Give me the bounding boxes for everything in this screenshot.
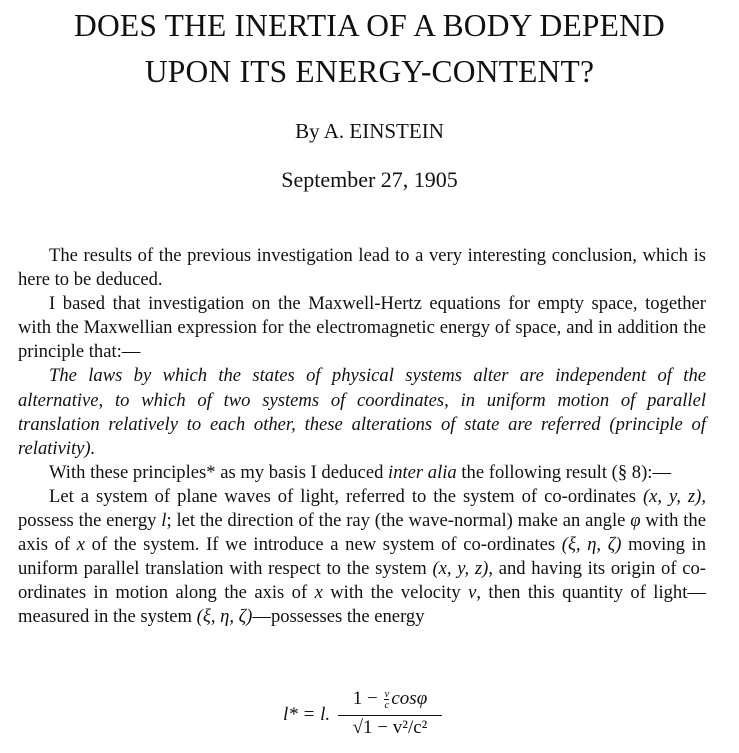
p5-text: , then this quantity of light—measured in the system [18, 582, 706, 628]
body-text [18, 244, 706, 630]
math-phi: φ [630, 510, 641, 532]
paragraph-2: I based that investigation on the Maxwell-Hertz equations for empty space, together with the Maxwellian expression for the electromagnetic energy of space, and in addition the principle that:— [18, 293, 706, 363]
paper-title-line-2: UPON ITS ENERGY-CONTENT? [144, 54, 595, 89]
author-byline: By A. EINSTEIN [295, 119, 444, 143]
numerator-cos-phi: cosφ [391, 688, 428, 709]
math-xi-eta-zeta: (ξ, η, ζ) [561, 534, 622, 556]
math-xi-eta-zeta: (ξ, η, ζ) [196, 606, 253, 628]
paragraph-principle [18, 364, 706, 460]
publication-date: September 27, 1905 [281, 167, 458, 192]
p4-inter-alia: inter alia [388, 461, 457, 483]
p5-text: with the velocity [322, 582, 469, 604]
p5-text: , possess the energy [18, 485, 706, 532]
math-v: v [468, 582, 477, 604]
equation-denominator: √1 − v²/c² [352, 717, 428, 738]
p5-text: Let a system of plane waves of light, referred to the system of co-ordinates [49, 485, 643, 507]
p5-text: of the system. If we introduce a new system of co-ordinates [85, 534, 562, 556]
p5-text: with the axis of [18, 510, 706, 556]
paper-title-line-1: DOES THE INERTIA OF A BODY DEPEND [74, 8, 665, 43]
math-x: x [76, 534, 85, 556]
p5-text: , and having its origin of co-ordinates in motion along the axis of [18, 558, 706, 604]
paragraph-4 [18, 461, 706, 485]
numerator-one-minus: 1 − [352, 688, 383, 709]
p5-text: moving in uniform parallel translation with respect to the system [18, 534, 706, 580]
p5-text: ; let the direction of the ray (the wave-normal) make an angle [166, 510, 631, 532]
v-over-c-numerator: v [384, 688, 390, 701]
math-l: l [161, 510, 167, 532]
p4-text-a: With these principles* as my basis I deduced [49, 461, 389, 483]
math-xyz: (x, y, z) [432, 558, 489, 580]
v-over-c-fraction [384, 689, 389, 710]
math-x: x [314, 582, 323, 604]
p5-text: —possesses the energy [252, 606, 425, 628]
p4-text-b: the following result (§ 8):— [456, 461, 672, 483]
equation-lhs: l* = l. [283, 704, 331, 725]
paragraph-5 [18, 485, 706, 630]
v-over-c-denominator: c [384, 699, 390, 712]
math-xyz: (x, y, z) [642, 485, 702, 507]
energy-equation [0, 688, 739, 750]
fraction-bar [338, 715, 442, 716]
paragraph-1: The results of the previous investigation lead to a very interesting conclusion, which is here to be deduced. [18, 245, 706, 291]
equation-numerator [338, 688, 442, 710]
principle-of-relativity-text: The laws by which the states of physical systems alter are independent of the alternative, to which of two systems of coordinates, in uniform motion of parallel translation relatively to each other, these alterations of state are referred (principle of relativity). [18, 365, 706, 459]
